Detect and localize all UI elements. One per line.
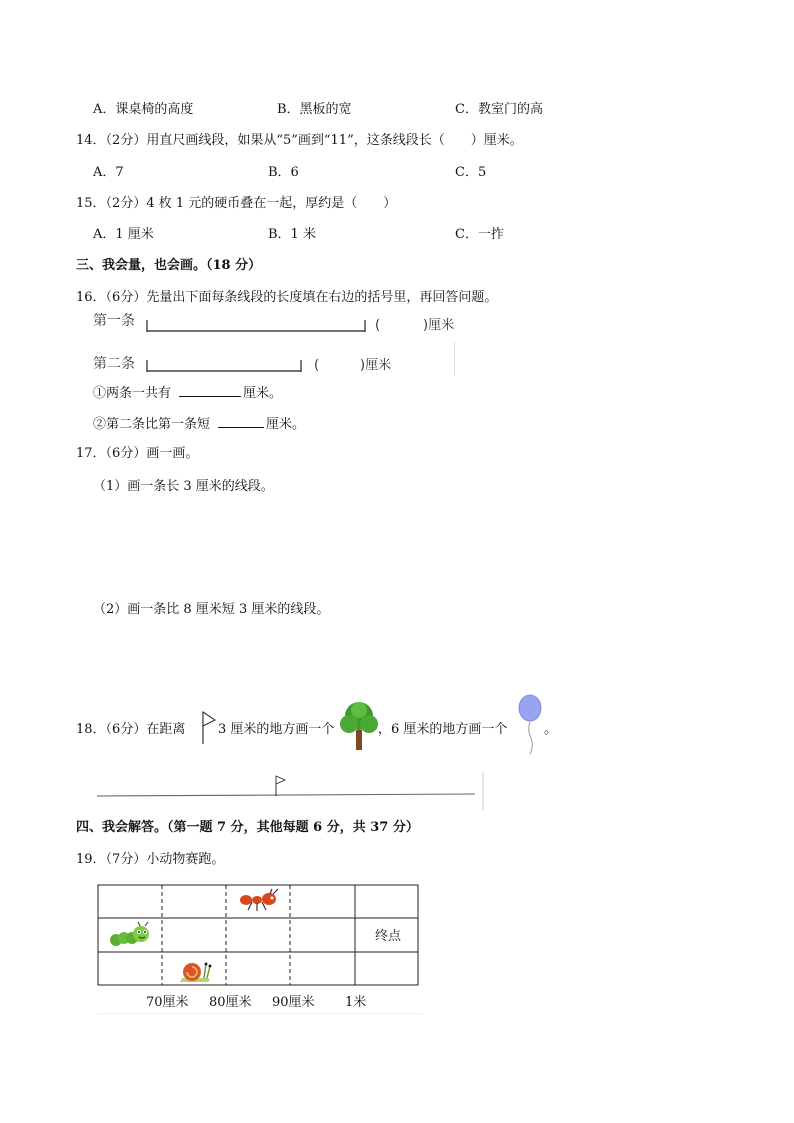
axis-label-70cm: 70厘米 — [146, 995, 189, 1010]
line1-paren-close: )厘米 — [423, 318, 455, 333]
ant-icon — [238, 888, 282, 912]
q18-base-line — [95, 770, 487, 812]
segment-1 — [146, 318, 368, 334]
q18-stem-c: ，6 厘米的地方画一个 — [378, 722, 508, 737]
q16-stem: 16．（6分）先量出下面每条线段的长度填在右边的括号里，再回答问题。 — [76, 290, 498, 305]
q13-option-c: C．教室门的高 — [455, 102, 543, 117]
q16-sub1 — [93, 384, 282, 402]
section-4-heading: 四、我会解答。（第一题 7 分，其他每题 6 分，共 37 分） — [76, 820, 419, 835]
axis-label-1m: 1米 — [345, 995, 367, 1010]
q17-sub2: （2）画一条比 8 厘米短 3 厘米的线段。 — [93, 602, 330, 617]
q15-stem: 15．（2分）4 枚 1 元的硬币叠在一起，厚约是（ ） — [76, 196, 397, 211]
caterpillar-icon — [108, 922, 154, 950]
q14-option-b: B．6 — [268, 165, 299, 180]
axis-label-90cm: 90厘米 — [272, 995, 315, 1010]
q16-sub1-text: ①两条一共有 — [93, 386, 172, 401]
q18-stem-d: 。 — [544, 722, 558, 737]
flag-icon — [198, 710, 218, 746]
q15-option-b: B．1 米 — [268, 227, 316, 242]
q14-option-a: A．7 — [93, 165, 124, 180]
line1-label: 第一条 — [93, 313, 135, 329]
image-bottom-edge — [97, 1013, 423, 1014]
q16-sub2-text: ②第二条比第一条短 — [93, 417, 211, 432]
q14-option-c: C．5 — [455, 165, 487, 180]
tree-icon — [339, 698, 379, 752]
line2-paren-open: ( — [314, 358, 320, 373]
answer-blank-2[interactable] — [218, 415, 264, 428]
q18-stem-b: 3 厘米的地方画一个 — [218, 722, 335, 737]
snail-icon — [178, 958, 212, 986]
q16-sub2-unit: 厘米。 — [266, 417, 306, 432]
q13-option-a: A．课桌椅的高度 — [93, 102, 194, 117]
balloon-icon — [517, 694, 543, 756]
q17-sub1: （1）画一条长 3 厘米的线段。 — [93, 479, 274, 494]
line2-paren-close: )厘米 — [360, 358, 392, 373]
line2-label: 第二条 — [93, 356, 135, 372]
q19-stem: 19．（7分）小动物赛跑。 — [76, 852, 225, 867]
q15-option-a: A．1 厘米 — [93, 227, 154, 242]
q16-sub1-unit: 厘米。 — [243, 386, 283, 401]
q15-option-c: C．一拃 — [455, 227, 504, 242]
section-3-heading: 三、我会量，也会画。（18 分） — [76, 258, 262, 273]
q13-option-b: B．黑板的宽 — [277, 102, 352, 117]
image-edge — [454, 342, 455, 376]
answer-blank-1[interactable] — [179, 384, 241, 397]
q17-stem: 17．（6分）画一画。 — [76, 446, 199, 461]
q18-stem-a: 18．（6分）在距离 — [76, 722, 186, 737]
q16-sub2 — [93, 415, 305, 433]
segment-2 — [146, 358, 304, 374]
q14-stem: 14．（2分）用直尺画线段，如果从“5”画到“11”，这条线段长（ ）厘米。 — [76, 133, 523, 148]
finish-label: 终点 — [375, 929, 402, 944]
axis-label-80cm: 80厘米 — [209, 995, 252, 1010]
line1-paren-open: ( — [375, 318, 381, 333]
